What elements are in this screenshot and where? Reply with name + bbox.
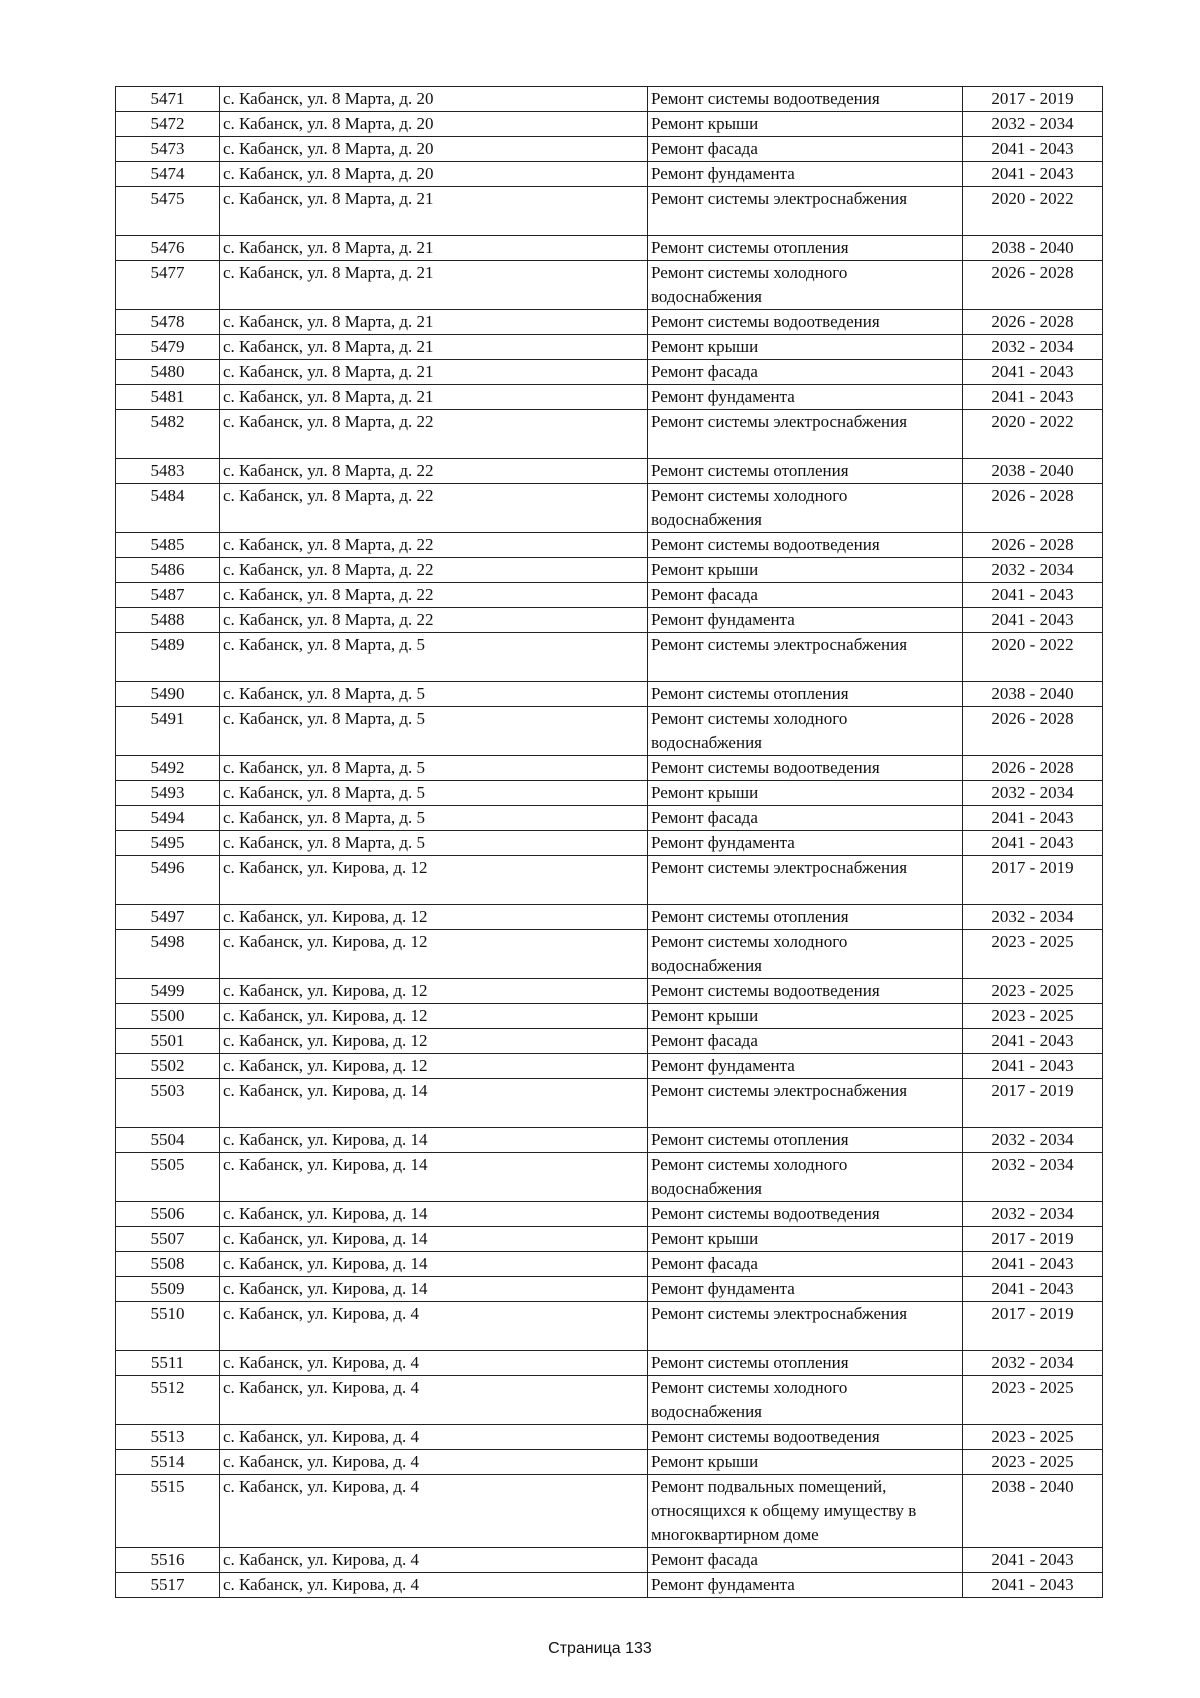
row-number-cell: 5499: [116, 979, 220, 1004]
table-row: [116, 1153, 1103, 1202]
address-cell: с. Кабанск, ул. 8 Марта, д. 20: [220, 137, 648, 162]
address-cell: с. Кабанск, ул. 8 Марта, д. 20: [220, 87, 648, 112]
work-type-cell: Ремонт крыши: [648, 1450, 963, 1475]
address-cell: с. Кабанск, ул. Кирова, д. 14: [220, 1227, 648, 1252]
work-type-cell: Ремонт системы холодного водоснабжения: [648, 707, 963, 756]
work-type-cell: Ремонт крыши: [648, 558, 963, 583]
work-type-cell: Ремонт крыши: [648, 781, 963, 806]
row-number-cell: 5477: [116, 261, 220, 310]
address-cell: с. Кабанск, ул. 8 Марта, д. 22: [220, 558, 648, 583]
years-cell: 2041 - 2043: [963, 1054, 1103, 1079]
table-row: [116, 930, 1103, 979]
row-number-cell: 5485: [116, 533, 220, 558]
table-row: [116, 335, 1103, 360]
work-type-cell: Ремонт фундамента: [648, 162, 963, 187]
years-cell: 2032 - 2034: [963, 1153, 1103, 1202]
years-cell: 2041 - 2043: [963, 1252, 1103, 1277]
row-number-cell: 5481: [116, 385, 220, 410]
row-number-cell: 5492: [116, 756, 220, 781]
row-number-cell: 5491: [116, 707, 220, 756]
years-cell: 2017 - 2019: [963, 1079, 1103, 1128]
years-cell: 2041 - 2043: [963, 385, 1103, 410]
table-row: [116, 905, 1103, 930]
work-type-cell: Ремонт фасада: [648, 360, 963, 385]
address-cell: с. Кабанск, ул. 8 Марта, д. 22: [220, 533, 648, 558]
work-type-cell: Ремонт системы электроснабжения: [648, 1079, 963, 1128]
years-cell: 2038 - 2040: [963, 236, 1103, 261]
work-type-cell: Ремонт системы электроснабжения: [648, 1302, 963, 1351]
table-row: [116, 533, 1103, 558]
work-type-cell: Ремонт фундамента: [648, 1054, 963, 1079]
years-cell: 2032 - 2034: [963, 1128, 1103, 1153]
row-number-cell: 5474: [116, 162, 220, 187]
work-type-cell: Ремонт фасада: [648, 1029, 963, 1054]
address-cell: с. Кабанск, ул. 8 Марта, д. 21: [220, 261, 648, 310]
row-number-cell: 5500: [116, 1004, 220, 1029]
work-type-cell: Ремонт системы водоотведения: [648, 87, 963, 112]
address-cell: с. Кабанск, ул. Кирова, д. 12: [220, 856, 648, 905]
table-row: [116, 831, 1103, 856]
row-number-cell: 5484: [116, 484, 220, 533]
row-number-cell: 5473: [116, 137, 220, 162]
work-type-cell: Ремонт крыши: [648, 1004, 963, 1029]
address-cell: с. Кабанск, ул. Кирова, д. 14: [220, 1079, 648, 1128]
years-cell: 2032 - 2034: [963, 781, 1103, 806]
repair-schedule-sheet: [115, 86, 1102, 1598]
table-row: [116, 236, 1103, 261]
years-cell: 2026 - 2028: [963, 533, 1103, 558]
address-cell: с. Кабанск, ул. Кирова, д. 12: [220, 905, 648, 930]
table-row: [116, 707, 1103, 756]
address-cell: с. Кабанск, ул. 8 Марта, д. 20: [220, 162, 648, 187]
address-cell: с. Кабанск, ул. Кирова, д. 14: [220, 1153, 648, 1202]
work-type-cell: Ремонт системы водоотведения: [648, 1425, 963, 1450]
years-cell: 2041 - 2043: [963, 831, 1103, 856]
work-type-cell: Ремонт подвальных помещений, относящихся к общему имуществу в многоквартирном доме: [648, 1475, 963, 1548]
row-number-cell: 5490: [116, 682, 220, 707]
row-number-cell: 5510: [116, 1302, 220, 1351]
address-cell: с. Кабанск, ул. 8 Марта, д. 22: [220, 484, 648, 533]
table-row: [116, 261, 1103, 310]
row-number-cell: 5493: [116, 781, 220, 806]
table-row: [116, 187, 1103, 236]
table-row: [116, 410, 1103, 459]
years-cell: 2041 - 2043: [963, 360, 1103, 385]
work-type-cell: Ремонт фасада: [648, 1252, 963, 1277]
row-number-cell: 5483: [116, 459, 220, 484]
table-row: [116, 756, 1103, 781]
years-cell: 2023 - 2025: [963, 1450, 1103, 1475]
work-type-cell: Ремонт крыши: [648, 112, 963, 137]
table-row: [116, 1202, 1103, 1227]
row-number-cell: 5480: [116, 360, 220, 385]
address-cell: с. Кабанск, ул. Кирова, д. 14: [220, 1128, 648, 1153]
address-cell: с. Кабанск, ул. Кирова, д. 14: [220, 1277, 648, 1302]
address-cell: с. Кабанск, ул. 8 Марта, д. 5: [220, 633, 648, 682]
row-number-cell: 5514: [116, 1450, 220, 1475]
table-row: [116, 310, 1103, 335]
years-cell: 2026 - 2028: [963, 756, 1103, 781]
row-number-cell: 5509: [116, 1277, 220, 1302]
work-type-cell: Ремонт фасада: [648, 137, 963, 162]
table-row: [116, 1450, 1103, 1475]
address-cell: с. Кабанск, ул. 8 Марта, д. 21: [220, 236, 648, 261]
years-cell: 2017 - 2019: [963, 856, 1103, 905]
years-cell: 2032 - 2034: [963, 905, 1103, 930]
years-cell: 2020 - 2022: [963, 633, 1103, 682]
address-cell: с. Кабанск, ул. Кирова, д. 4: [220, 1302, 648, 1351]
work-type-cell: Ремонт фасада: [648, 806, 963, 831]
row-number-cell: 5517: [116, 1573, 220, 1598]
work-type-cell: Ремонт системы отопления: [648, 459, 963, 484]
row-number-cell: 5476: [116, 236, 220, 261]
row-number-cell: 5482: [116, 410, 220, 459]
years-cell: 2038 - 2040: [963, 682, 1103, 707]
work-type-cell: Ремонт системы отопления: [648, 1351, 963, 1376]
table-row: [116, 162, 1103, 187]
work-type-cell: Ремонт системы холодного водоснабжения: [648, 484, 963, 533]
row-number-cell: 5503: [116, 1079, 220, 1128]
table-row: [116, 1128, 1103, 1153]
address-cell: с. Кабанск, ул. 8 Марта, д. 21: [220, 360, 648, 385]
years-cell: 2023 - 2025: [963, 1376, 1103, 1425]
table-row: [116, 633, 1103, 682]
years-cell: 2020 - 2022: [963, 187, 1103, 236]
table-row: [116, 979, 1103, 1004]
work-type-cell: Ремонт системы водоотведения: [648, 533, 963, 558]
years-cell: 2041 - 2043: [963, 1548, 1103, 1573]
address-cell: с. Кабанск, ул. 8 Марта, д. 5: [220, 707, 648, 756]
work-type-cell: Ремонт системы холодного водоснабжения: [648, 261, 963, 310]
address-cell: с. Кабанск, ул. Кирова, д. 4: [220, 1475, 648, 1548]
address-cell: с. Кабанск, ул. 8 Марта, д. 22: [220, 459, 648, 484]
work-type-cell: Ремонт системы холодного водоснабжения: [648, 930, 963, 979]
address-cell: с. Кабанск, ул. 8 Марта, д. 5: [220, 781, 648, 806]
table-row: [116, 806, 1103, 831]
row-number-cell: 5512: [116, 1376, 220, 1425]
years-cell: 2041 - 2043: [963, 1277, 1103, 1302]
address-cell: с. Кабанск, ул. 8 Марта, д. 5: [220, 756, 648, 781]
table-row: [116, 137, 1103, 162]
row-number-cell: 5505: [116, 1153, 220, 1202]
work-type-cell: Ремонт крыши: [648, 335, 963, 360]
years-cell: 2032 - 2034: [963, 335, 1103, 360]
address-cell: с. Кабанск, ул. 8 Марта, д. 22: [220, 410, 648, 459]
work-type-cell: Ремонт фундамента: [648, 608, 963, 633]
work-type-cell: Ремонт фундамента: [648, 831, 963, 856]
row-number-cell: 5471: [116, 87, 220, 112]
address-cell: с. Кабанск, ул. 8 Марта, д. 21: [220, 310, 648, 335]
table-row: [116, 781, 1103, 806]
address-cell: с. Кабанск, ул. Кирова, д. 4: [220, 1450, 648, 1475]
repair-schedule-table: [115, 86, 1103, 1598]
years-cell: 2032 - 2034: [963, 1202, 1103, 1227]
table-row: [116, 608, 1103, 633]
table-row: [116, 682, 1103, 707]
address-cell: с. Кабанск, ул. Кирова, д. 4: [220, 1376, 648, 1425]
years-cell: 2026 - 2028: [963, 310, 1103, 335]
row-number-cell: 5508: [116, 1252, 220, 1277]
work-type-cell: Ремонт фундамента: [648, 385, 963, 410]
work-type-cell: Ремонт системы электроснабжения: [648, 633, 963, 682]
years-cell: 2041 - 2043: [963, 583, 1103, 608]
row-number-cell: 5511: [116, 1351, 220, 1376]
work-type-cell: Ремонт системы отопления: [648, 905, 963, 930]
row-number-cell: 5501: [116, 1029, 220, 1054]
work-type-cell: Ремонт системы холодного водоснабжения: [648, 1153, 963, 1202]
years-cell: 2023 - 2025: [963, 979, 1103, 1004]
table-row: [116, 1227, 1103, 1252]
address-cell: с. Кабанск, ул. 8 Марта, д. 22: [220, 583, 648, 608]
table-row: [116, 112, 1103, 137]
table-row: [116, 1004, 1103, 1029]
table-row: [116, 1376, 1103, 1425]
table-row: [116, 1029, 1103, 1054]
table-row: [116, 484, 1103, 533]
table-row: [116, 1573, 1103, 1598]
work-type-cell: Ремонт фундамента: [648, 1277, 963, 1302]
years-cell: 2041 - 2043: [963, 608, 1103, 633]
table-row: [116, 1054, 1103, 1079]
address-cell: с. Кабанск, ул. 8 Марта, д. 5: [220, 806, 648, 831]
years-cell: 2020 - 2022: [963, 410, 1103, 459]
years-cell: 2032 - 2034: [963, 558, 1103, 583]
work-type-cell: Ремонт крыши: [648, 1227, 963, 1252]
work-type-cell: Ремонт системы отопления: [648, 236, 963, 261]
row-number-cell: 5513: [116, 1425, 220, 1450]
years-cell: 2041 - 2043: [963, 162, 1103, 187]
table-row: [116, 1475, 1103, 1548]
row-number-cell: 5487: [116, 583, 220, 608]
row-number-cell: 5472: [116, 112, 220, 137]
years-cell: 2023 - 2025: [963, 930, 1103, 979]
row-number-cell: 5475: [116, 187, 220, 236]
years-cell: 2017 - 2019: [963, 1227, 1103, 1252]
work-type-cell: Ремонт фундамента: [648, 1573, 963, 1598]
years-cell: 2038 - 2040: [963, 1475, 1103, 1548]
row-number-cell: 5488: [116, 608, 220, 633]
row-number-cell: 5506: [116, 1202, 220, 1227]
address-cell: с. Кабанск, ул. Кирова, д. 12: [220, 979, 648, 1004]
table-row: [116, 1079, 1103, 1128]
address-cell: с. Кабанск, ул. Кирова, д. 4: [220, 1351, 648, 1376]
address-cell: с. Кабанск, ул. 8 Марта, д. 5: [220, 831, 648, 856]
work-type-cell: Ремонт системы отопления: [648, 1128, 963, 1153]
table-row: [116, 1425, 1103, 1450]
work-type-cell: Ремонт системы холодного водоснабжения: [648, 1376, 963, 1425]
address-cell: с. Кабанск, ул. 8 Марта, д. 21: [220, 187, 648, 236]
row-number-cell: 5502: [116, 1054, 220, 1079]
work-type-cell: Ремонт фасада: [648, 1548, 963, 1573]
years-cell: 2032 - 2034: [963, 1351, 1103, 1376]
table-row: [116, 1302, 1103, 1351]
table-row: [116, 1351, 1103, 1376]
address-cell: с. Кабанск, ул. Кирова, д. 4: [220, 1548, 648, 1573]
years-cell: 2041 - 2043: [963, 1029, 1103, 1054]
row-number-cell: 5478: [116, 310, 220, 335]
table-row: [116, 360, 1103, 385]
work-type-cell: Ремонт системы водоотведения: [648, 1202, 963, 1227]
work-type-cell: Ремонт системы водоотведения: [648, 979, 963, 1004]
table-row: [116, 1252, 1103, 1277]
table-row: [116, 558, 1103, 583]
address-cell: с. Кабанск, ул. Кирова, д. 4: [220, 1573, 648, 1598]
table-row: [116, 856, 1103, 905]
page-number: Страница 133: [548, 1640, 652, 1657]
work-type-cell: Ремонт системы электроснабжения: [648, 856, 963, 905]
table-row: [116, 459, 1103, 484]
years-cell: 2041 - 2043: [963, 1573, 1103, 1598]
address-cell: с. Кабанск, ул. Кирова, д. 4: [220, 1425, 648, 1450]
row-number-cell: 5497: [116, 905, 220, 930]
years-cell: 2041 - 2043: [963, 806, 1103, 831]
address-cell: с. Кабанск, ул. 8 Марта, д. 20: [220, 112, 648, 137]
address-cell: с. Кабанск, ул. 8 Марта, д. 22: [220, 608, 648, 633]
table-row: [116, 1548, 1103, 1573]
table-row: [116, 583, 1103, 608]
years-cell: 2026 - 2028: [963, 707, 1103, 756]
table-body: [116, 87, 1103, 1598]
work-type-cell: Ремонт фасада: [648, 583, 963, 608]
row-number-cell: 5494: [116, 806, 220, 831]
address-cell: с. Кабанск, ул. 8 Марта, д. 5: [220, 682, 648, 707]
work-type-cell: Ремонт системы водоотведения: [648, 310, 963, 335]
years-cell: 2038 - 2040: [963, 459, 1103, 484]
row-number-cell: 5495: [116, 831, 220, 856]
row-number-cell: 5515: [116, 1475, 220, 1548]
table-row: [116, 87, 1103, 112]
work-type-cell: Ремонт системы отопления: [648, 682, 963, 707]
address-cell: с. Кабанск, ул. Кирова, д. 12: [220, 1054, 648, 1079]
years-cell: 2026 - 2028: [963, 484, 1103, 533]
address-cell: с. Кабанск, ул. Кирова, д. 14: [220, 1252, 648, 1277]
years-cell: 2023 - 2025: [963, 1425, 1103, 1450]
row-number-cell: 5489: [116, 633, 220, 682]
address-cell: с. Кабанск, ул. Кирова, д. 12: [220, 1029, 648, 1054]
years-cell: 2017 - 2019: [963, 87, 1103, 112]
table-row: [116, 1277, 1103, 1302]
years-cell: 2017 - 2019: [963, 1302, 1103, 1351]
row-number-cell: 5486: [116, 558, 220, 583]
row-number-cell: 5479: [116, 335, 220, 360]
work-type-cell: Ремонт системы электроснабжения: [648, 187, 963, 236]
address-cell: с. Кабанск, ул. Кирова, д. 12: [220, 1004, 648, 1029]
years-cell: 2023 - 2025: [963, 1004, 1103, 1029]
years-cell: 2026 - 2028: [963, 261, 1103, 310]
years-cell: 2032 - 2034: [963, 112, 1103, 137]
work-type-cell: Ремонт системы водоотведения: [648, 756, 963, 781]
address-cell: с. Кабанск, ул. 8 Марта, д. 21: [220, 385, 648, 410]
row-number-cell: 5504: [116, 1128, 220, 1153]
address-cell: с. Кабанск, ул. 8 Марта, д. 21: [220, 335, 648, 360]
years-cell: 2041 - 2043: [963, 137, 1103, 162]
page-footer: [0, 1640, 1200, 1658]
row-number-cell: 5507: [116, 1227, 220, 1252]
work-type-cell: Ремонт системы электроснабжения: [648, 410, 963, 459]
row-number-cell: 5496: [116, 856, 220, 905]
address-cell: с. Кабанск, ул. Кирова, д. 12: [220, 930, 648, 979]
table-row: [116, 385, 1103, 410]
row-number-cell: 5516: [116, 1548, 220, 1573]
address-cell: с. Кабанск, ул. Кирова, д. 14: [220, 1202, 648, 1227]
row-number-cell: 5498: [116, 930, 220, 979]
